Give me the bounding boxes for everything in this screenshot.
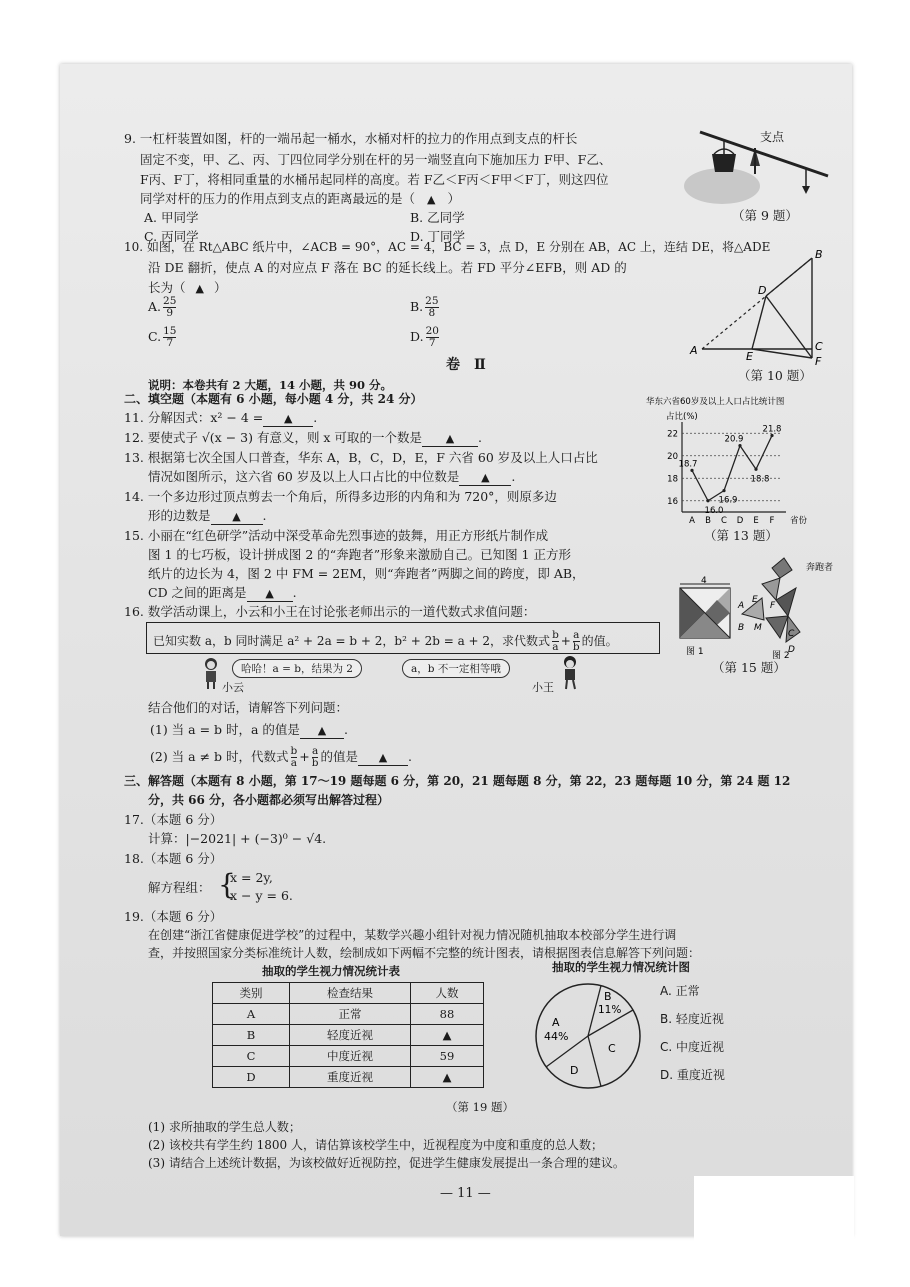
q19-part3: (3) 请结合上述统计数据，为该校做好近视防控，促进学生健康发展提出一条合理的建议。 xyxy=(148,1156,625,1170)
answer-blank-icon: ▲ xyxy=(300,723,344,739)
xiaoyun-name: 小云 xyxy=(222,681,244,694)
page-number: — 11 — xyxy=(440,1186,491,1201)
y-tick-label: 18 xyxy=(667,474,678,485)
table-row: D 重度近视 ▲ xyxy=(213,1067,484,1088)
xiaowang-name: 小王 xyxy=(532,681,554,694)
q19-part2: (2) 该校共有学生约 1800 人，请估算该校学生中，近视程度为中度和重度的总人数； xyxy=(148,1138,603,1152)
q9-option-b: B. 乙同学 xyxy=(410,210,465,225)
xiaowang-avatar xyxy=(560,654,580,690)
point-a: A xyxy=(738,601,745,611)
point-c: C xyxy=(788,629,795,639)
q13-caption: （第 13 题） xyxy=(704,528,778,543)
data-point-c xyxy=(722,489,725,492)
answer-blank-icon: ▲ xyxy=(211,509,263,525)
point-e: E xyxy=(752,595,758,605)
q15-line1: 15. 小丽在“红色研学”活动中深受革命先烈事迹的鼓舞，用正方形纸片制作成 xyxy=(124,528,549,543)
tangram-figure xyxy=(676,558,834,662)
pivot-label: 支点 xyxy=(760,130,785,144)
q10-caption: （第 10 题） xyxy=(738,368,812,383)
q9-option-d: D. 丁同学 xyxy=(410,229,466,244)
pie-title: 抽取的学生视力情况统计图 xyxy=(552,960,690,974)
part2-note: 说明：本卷共有 2 大题，14 小题，共 90 分。 xyxy=(148,378,393,392)
part2-title: 卷 Ⅱ xyxy=(446,357,486,373)
q16-line1: 16. 数学活动课上，小云和小王在讨论张老师出示的一道代数式求值问题： xyxy=(124,604,536,619)
header-result: 检查结果 xyxy=(290,983,411,1004)
point-d: D xyxy=(758,284,767,297)
point-f: F xyxy=(770,601,776,611)
data-label-b: 16.0 xyxy=(704,505,724,516)
point-c: C xyxy=(815,340,823,353)
q10-option-a: A. $\frac{25}{9}$ xyxy=(148,295,177,319)
table-row: B 轻度近视 ▲ xyxy=(213,1025,484,1046)
q18-lead: 解方程组： xyxy=(148,880,211,895)
point-m: M xyxy=(754,623,762,633)
slice-b-percent: 11% xyxy=(598,1004,622,1016)
table-row: A 正常 88 xyxy=(213,1004,484,1025)
q16-part1: (1) 当 a = b 时，a 的值是 ▲ . xyxy=(150,722,348,737)
data-label-a: 18.7 xyxy=(678,459,698,470)
y-tick-label: 22 xyxy=(667,429,678,440)
fig1-label: 图 1 xyxy=(686,647,704,657)
table-title: 抽取的学生视力情况统计表 xyxy=(262,964,400,978)
side-length-label: 4 xyxy=(701,576,707,586)
chart-title: 华东六省60岁及以上人口占比统计图 xyxy=(646,397,785,407)
x-tick-label-f: F xyxy=(769,516,775,526)
y-tick-label: 20 xyxy=(667,451,678,462)
table-row: C 中度近视 59 xyxy=(213,1046,484,1067)
x-tick-label-c: C xyxy=(721,516,727,526)
q16-box-text: 已知实数 a，b 同时满足 a² + 2a = b + 2，b² + 2b = a + 2，求代数式 $\frac{b}{a}$ + $\frac{a}{b}$ 的值。 xyxy=(153,629,618,653)
point-b: B xyxy=(815,248,823,261)
y-tick-label: 16 xyxy=(667,496,678,507)
q9-line3: F丙、F丁，将相同重量的水桶吊起同样的高度。若 F乙＜F丙＜F甲＜F丁，则这四位 xyxy=(140,172,609,187)
q10-option-b: B. $\frac{25}{8}$ xyxy=(410,295,439,319)
q10-option-d: D. $\frac{20}{7}$ xyxy=(410,325,439,349)
x-tick-label-b: B xyxy=(705,516,711,526)
q9-line1: 9. 一杠杆装置如图，杆的一端吊起一桶水，水桶对杆的拉力的作用点到支点的杆长 xyxy=(124,131,578,146)
data-point-e xyxy=(754,468,757,471)
chart-ylabel: 占比(%) xyxy=(666,412,698,422)
slice-b-label: B xyxy=(604,990,612,1003)
fig2-label: 图 2 xyxy=(772,651,790,661)
xiaoyun-speech-bubble: 哈哈！a = b，结果为 2 xyxy=(232,659,362,678)
q14-line2: 形的边数是 ▲ . xyxy=(148,508,267,523)
data-label-d: 20.9 xyxy=(724,434,744,445)
q15-line2: 图 1 的七巧板，设计拼成图 2 的“奔跑者”形象来激励自己。已知图 1 正方形 xyxy=(148,547,571,562)
q13-line1: 13. 根据第七次全国人口普查，华东 A，B，C，D，E，F 六省 60 岁及以上人口占比 xyxy=(124,450,598,465)
answer-blank-icon: ▲ xyxy=(427,193,436,206)
q17-text: 计算：|−2021| + (−3)⁰ − √4. xyxy=(148,831,327,846)
section2-heading: 二、填空题（本题有 6 小题，每小题 4 分，共 24 分） xyxy=(124,392,423,406)
q18-heading: 18.（本题 6 分） xyxy=(124,851,223,866)
q9-line4: 同学对杆的压力的作用点到支点的距离最远的是（ ▲ ） xyxy=(140,191,460,206)
q13-line-chart xyxy=(646,392,826,528)
triangle-fold-figure xyxy=(688,244,828,374)
q14-line1: 14. 一个多边形过顶点剪去一个角后，所得多边形的内角和为 720°，则原多边 xyxy=(124,489,557,504)
point-d: D xyxy=(788,645,795,655)
answer-blank-icon: ▲ xyxy=(459,470,511,486)
x-tick-label-e: E xyxy=(753,516,759,526)
q19-heading: 19.（本题 6 分） xyxy=(124,909,223,924)
q9-caption: （第 9 题） xyxy=(732,208,798,223)
runner-label: 奔跑者 xyxy=(806,563,834,573)
q15-caption: （第 15 题） xyxy=(712,660,786,675)
slice-c-label: C xyxy=(608,1042,616,1055)
q11: 11. 分解因式：x² − 4 = ▲ . xyxy=(124,410,318,425)
answer-blank-icon: ▲ xyxy=(195,282,204,295)
slice-a-percent: 44% xyxy=(544,1030,569,1043)
q16-part2: (2) 当 a ≠ b 时，代数式 $\frac{b}{a}$ + $\frac{a}{b}$ 的值是 ▲ . xyxy=(150,745,412,769)
q9-line2: 固定不变，甲、乙、丙、丁四位同学分别在杆的另一端竖直向下施加压力 F甲、F乙、 xyxy=(140,152,612,167)
x-tick-label-d: D xyxy=(736,516,744,526)
section3-heading-line2: 分，共 66 分，各小题都必须写出解答过程） xyxy=(148,793,390,807)
q12: 12. 要使式子 √(x − 3) 有意义，则 x 可取的一个数是 ▲ . xyxy=(124,430,482,445)
table-header-row xyxy=(213,983,484,1004)
lever-figure xyxy=(680,124,830,214)
legend-b: B. 轻度近视 xyxy=(660,1012,724,1026)
legend-c: C. 中度近视 xyxy=(660,1040,725,1054)
q9-option-c: C. 丙同学 xyxy=(144,229,199,244)
page-corner xyxy=(694,1176,854,1246)
vision-stats-table xyxy=(212,982,484,1088)
q16-problem-box xyxy=(146,622,660,654)
q13-line2: 情况如图所示，这六省 60 岁及以上人口占比的中位数是 ▲ . xyxy=(148,469,516,484)
point-a: A xyxy=(690,344,698,357)
xiaoyun-avatar xyxy=(200,656,222,690)
answer-blank-icon: ▲ xyxy=(422,431,478,447)
point-e: E xyxy=(746,350,753,363)
data-label-e: 18.8 xyxy=(750,474,770,485)
q10-line1: 10. 如图，在 Rt△ABC 纸片中，∠ACB = 90°，AC = 4，BC = 3，点 D，E 分别在 AB，AC 上，连结 DE，将△ADE xyxy=(124,240,771,254)
chart-xlabel: 省份 xyxy=(790,516,808,526)
q19-line1: 在创建“浙江省健康促进学校”的过程中，某数学兴趣小组针对视力情况随机抽取本校部分学生进行调 xyxy=(148,928,677,942)
x-tick-label-a: A xyxy=(689,516,695,526)
header-category: 类别 xyxy=(213,983,290,1004)
point-b: B xyxy=(738,623,745,633)
q19-part1: (1) 求所抽取的学生总人数； xyxy=(148,1120,301,1134)
q17-heading: 17.（本题 6 分） xyxy=(124,812,223,827)
header-count: 人数 xyxy=(411,983,484,1004)
series-line xyxy=(692,436,772,501)
xiaowang-speech-bubble: a，b 不一定相等哦 xyxy=(402,659,510,678)
data-point-b xyxy=(706,499,709,502)
q9-option-a: A. 甲同学 xyxy=(144,210,199,225)
q19-line2: 查，并按照国家分类标准统计人数，绘制成如下两幅不完整的统计图表，请根据图表信息解答下列问题： xyxy=(148,946,701,960)
data-label-c: 16.9 xyxy=(718,495,738,506)
brace-icon: { xyxy=(218,868,236,901)
point-f: F xyxy=(815,355,822,368)
legend-a: A. 正常 xyxy=(660,984,700,998)
q10-line3: 长为（ ▲ ） xyxy=(148,280,227,295)
answer-blank-icon: ▲ xyxy=(358,750,408,766)
q18-eq2: x − y = 6. xyxy=(230,888,293,903)
slice-a-label: A xyxy=(552,1016,560,1029)
slice-d-label: D xyxy=(570,1064,579,1077)
data-label-f: 21.8 xyxy=(762,424,782,435)
vision-pie-chart xyxy=(522,976,652,1096)
q19-caption: （第 19 题） xyxy=(446,1100,514,1114)
q10-line2: 沿 DE 翻折，使点 A 的对应点 F 落在 BC 的延长线上。若 FD 平分∠EFB，则 AD 的 xyxy=(148,260,627,275)
q10-option-c: C. $\frac{15}{7}$ xyxy=(148,325,177,349)
q15-line4: CD 之间的距离是 ▲ . xyxy=(148,585,297,600)
legend-d: D. 重度近视 xyxy=(660,1068,725,1082)
answer-blank-icon: ▲ xyxy=(247,586,293,602)
answer-blank-icon: ▲ xyxy=(263,411,313,427)
q15-line3: 纸片的边长为 4，图 2 中 FM = 2EM，则“奔跑者”两脚之间的跨度，即 AB， xyxy=(148,566,585,581)
section3-heading-line1: 三、解答题（本题有 8 小题，第 17～19 题每题 6 分，第 20，21 题每题 8 分，第 22，23 题每题 10 分，第 24 题 12 xyxy=(124,774,791,788)
q18-eq1: x = 2y, xyxy=(230,870,273,885)
q16-lead: 结合他们的对话，请解答下列问题： xyxy=(148,700,349,715)
